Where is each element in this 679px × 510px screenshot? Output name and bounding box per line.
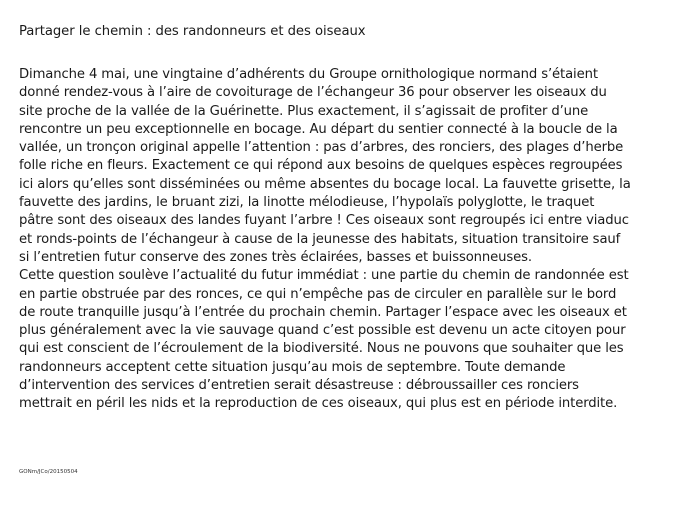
body-line: Dimanche 4 mai, une vingtaine d’adhérents du Groupe ornithologique normand s’étaient <box>19 67 598 82</box>
document-body <box>19 66 669 414</box>
body-line: si l’entretien futur conserve des zones très éclairées, basses et buissonneuses. <box>19 249 532 265</box>
body-line: et ronds-points de l’échangeur à cause de la jeunesse des habitats, situation transitoire sauf <box>19 231 621 247</box>
body-line: site proche de la vallée de la Guérinette. Plus exactement, il s’agissait de profiter d’une <box>19 103 589 119</box>
body-line: fauvette des jardins, le bruant zizi, la linotte mélodieuse, l’hypolaïs polyglotte, le traquet <box>19 195 595 211</box>
body-line: vallée, un tronçon original appelle l’attention : pas d’arbres, des ronciers, des plages d’herbe <box>19 140 624 156</box>
body-line: Cette question soulève l’actualité du futur immédiat : une partie du chemin de randonnée est <box>19 268 629 284</box>
footer-code: GONm/JCo/20150504 <box>19 469 78 475</box>
body-line: mettrait en péril les nids et la reproduction de ces oiseaux, qui plus est en période interdite. <box>19 396 618 412</box>
body-line: folle riche en fleurs. Exactement ce qui répond aux besoins de quelques espèces regroupées <box>19 158 623 174</box>
body-line: en partie obstruée par des ronces, ce qui n’empêche pas de circuler en parallèle sur le bord <box>19 286 617 302</box>
document-title: Partager le chemin : des randonneurs et des oiseaux <box>19 24 366 39</box>
body-line: d’intervention des services d’entretien serait désastreuse : débroussailler ces ronciers <box>19 378 579 394</box>
body-line: plus généralement avec la vie sauvage quand c’est possible est devenu un acte citoyen pour <box>19 323 626 339</box>
body-line: donné rendez-vous à l’aire de covoiturage de l’échangeur 36 pour observer les oiseaux du <box>19 85 607 101</box>
body-line: ici alors qu’elles sont disséminées ou même absentes du bocage local. La fauvette grisette, la <box>19 176 631 192</box>
body-line: rencontre un peu exceptionnelle en bocage. Au départ du sentier connecté à la boucle de la <box>19 121 618 137</box>
body-line: de route tranquille jusqu’à l’entrée du prochain chemin. Partager l’espace avec les oiseaux et <box>19 304 627 320</box>
body-line: qui est conscient de l’écroulement de la biodiversité. Nous ne pouvons que souhaiter que les <box>19 341 624 357</box>
body-line: pâtre sont des oiseaux des landes fuyant l’arbre ! Ces oiseaux sont regroupés ici entre viaduc <box>19 213 629 229</box>
body-line: randonneurs acceptent cette situation jusqu’au mois de septembre. Toute demande <box>19 359 566 375</box>
